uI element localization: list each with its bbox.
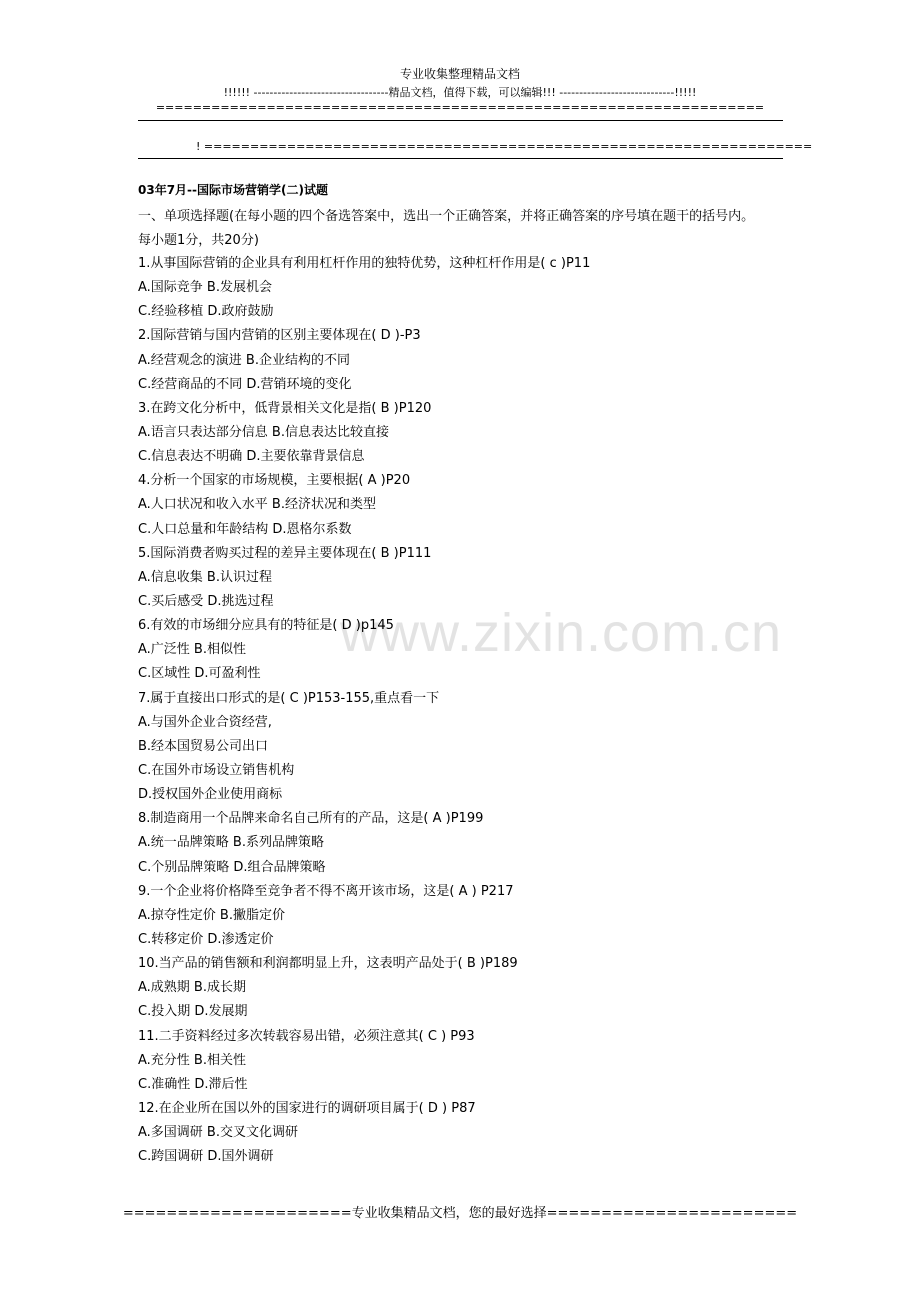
question-line: 9.一个企业将价格降至竞争者不得不离开该市场，这是( A ) P217	[138, 883, 514, 899]
question-line: A.与国外企业合资经营,	[138, 714, 272, 730]
question-line: 4.分析一个国家的市场规模，主要根据( A )P20	[138, 473, 411, 489]
instructions-line-1: 一、单项选择题(在每小题的四个备选答案中，选出一个正确答案，并将正确答案的序号填在题干的括号内。	[138, 209, 755, 224]
question-line: A.广泛性 B.相似性	[138, 642, 246, 658]
question-line: 8.制造商用一个品牌来命名自己所有的产品，这是( A )P199	[138, 811, 484, 827]
question-line: A.统一品牌策略 B.系列品牌策略	[138, 835, 324, 851]
question-line: 7.属于直接出口形式的是( C )P153-155,重点看一下	[138, 690, 440, 706]
watermark: www.zixin.com.cn	[340, 603, 783, 663]
question-line: 11.二手资料经过多次转载容易出错，必须注意其( C ) P93	[138, 1028, 475, 1044]
footer-banner: =====================专业收集精品文档，您的最好选择=======================	[122, 1206, 798, 1221]
question-line: C.区域性 D.可盈利性	[138, 666, 261, 682]
document-title: 03年7月--国际市场营销学(二)试题	[138, 183, 328, 197]
question-line: 10.当产品的销售额和利润都明显上升，这表明产品处于( B )P189	[138, 956, 518, 972]
question-line: C.转移定价 D.渗透定价	[138, 931, 274, 947]
header-title: 专业收集整理精品文档	[399, 67, 520, 81]
question-line: A.人口状况和收入水平 B.经济状况和类型	[138, 497, 376, 513]
instructions-line-2: 每小题1分，共20分)	[138, 233, 259, 248]
question-line: 5.国际消费者购买过程的差异主要体现在( B )P111	[138, 545, 432, 561]
question-line: C.人口总量和年龄结构 D.恩格尔系数	[138, 521, 352, 537]
question-line: C.在国外市场设立销售机构	[138, 762, 295, 778]
question-line: 12.在企业所在国以外的国家进行的调研项目属于( D ) P87	[138, 1100, 476, 1116]
question-line: C.准确性 D.滞后性	[138, 1076, 248, 1092]
header-rule-top	[138, 120, 783, 121]
question-line: 6.有效的市场细分应具有的特征是( D )p145	[138, 618, 394, 634]
question-line: C.经验移植 D.政府鼓励	[138, 304, 274, 320]
question-line: A.掠夺性定价 B.撇脂定价	[138, 907, 285, 923]
question-line: 3.在跨文化分析中，低背景相关文化是指( B )P120	[138, 400, 432, 416]
header-separator-line: ==================================================================	[155, 101, 765, 114]
question-line: D.授权国外企业使用商标	[138, 787, 283, 803]
question-list	[138, 254, 788, 1171]
question-line: 2.国际营销与国内营销的区别主要体现在( D )-P3	[138, 328, 421, 344]
question-line: C.个别品牌策略 D.组合品牌策略	[138, 859, 326, 875]
question-line: C.买后感受 D.挑选过程	[138, 593, 274, 609]
question-line: B.经本国贸易公司出口	[138, 738, 269, 754]
question-line: A.多国调研 B.交叉文化调研	[138, 1125, 298, 1141]
question-line: C.跨国调研 D.国外调研	[138, 1149, 274, 1165]
question-line: C.信息表达不明确 D.主要依靠背景信息	[138, 449, 365, 465]
question-line: A.国际竞争 B.发展机会	[138, 280, 272, 296]
question-line: A.充分性 B.相关性	[138, 1052, 246, 1068]
question-line: C.投入期 D.发展期	[138, 1004, 248, 1020]
question-line: 1.从事国际营销的企业具有利用杠杆作用的独特优势，这种杠杆作用是( c )P11	[138, 256, 591, 271]
question-line: A.经营观念的演进 B.企业结构的不同	[138, 352, 350, 368]
question-line: A.成熟期 B.成长期	[138, 980, 246, 996]
header-separator-line-2: ! ==================================================================	[196, 140, 813, 153]
question-line: C.经营商品的不同 D.营销环境的变化	[138, 376, 352, 392]
header-banner-line: !!!!!! ----------------------------------精品文档，值得下载，可以编辑!!! -----------------------------!!!!!	[223, 86, 697, 99]
question-line: A.信息收集 B.认识过程	[138, 569, 272, 585]
question-line: A.语言只表达部分信息 B.信息表达比较直接	[138, 424, 389, 440]
header-rule-bottom	[138, 158, 783, 159]
